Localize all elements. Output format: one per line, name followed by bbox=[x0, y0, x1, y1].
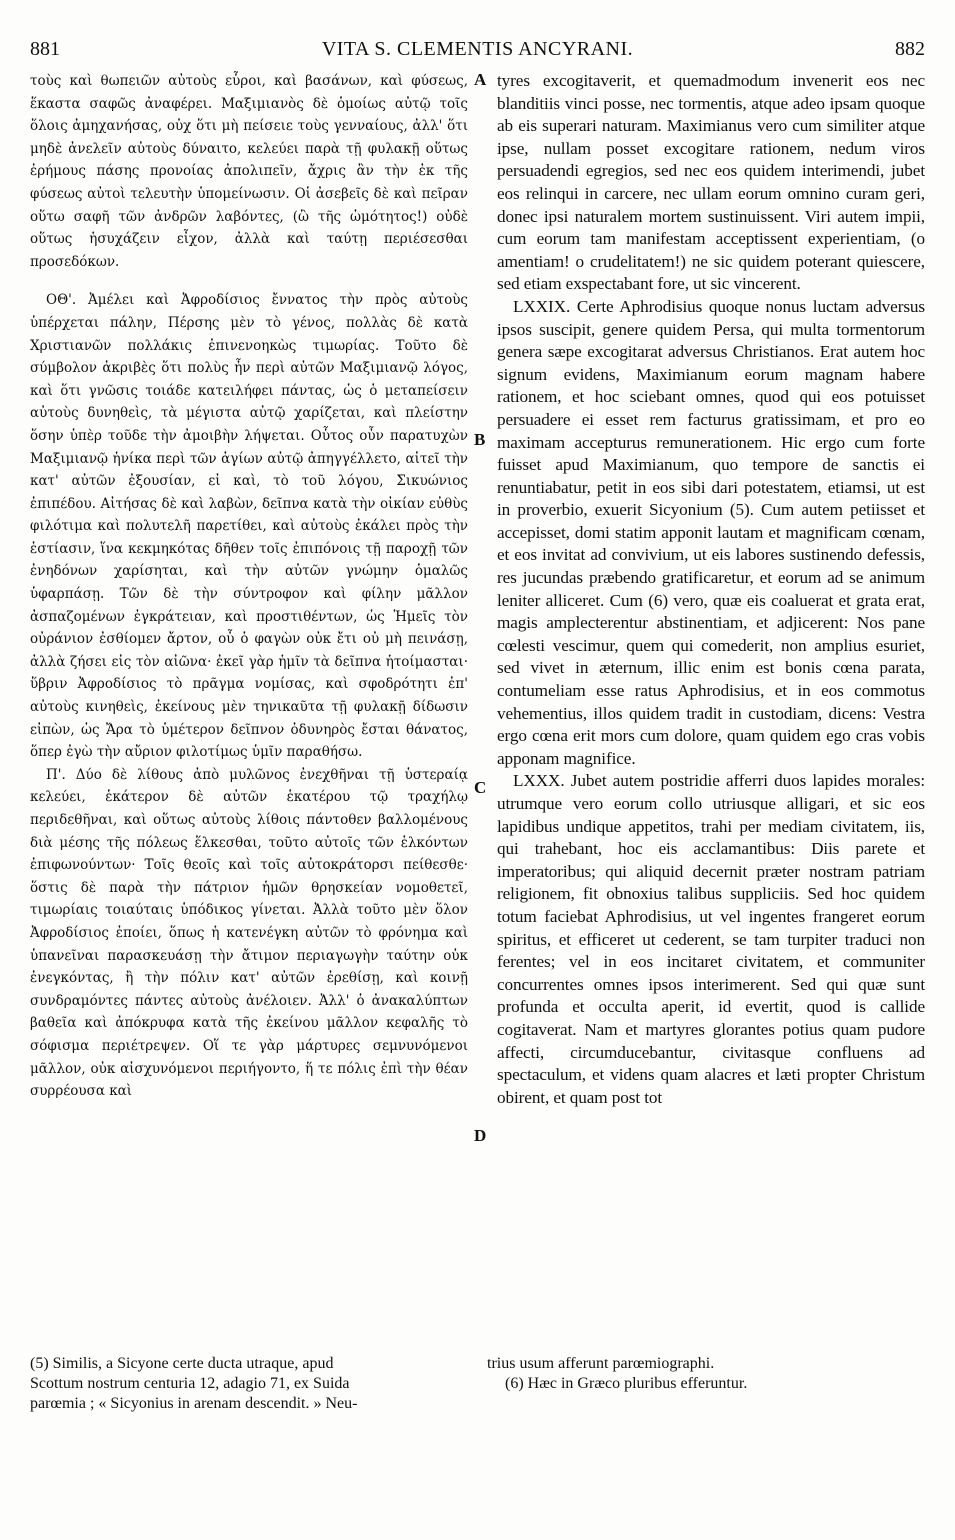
footnote-line: parœmia ; « Sicyonius in arenam descendit. » Neu- bbox=[30, 1395, 358, 1412]
margin-mark-d: D bbox=[474, 1126, 487, 1145]
margin-mark-a: A bbox=[474, 70, 487, 89]
right-page-number: 882 bbox=[895, 38, 925, 60]
footnotes-left bbox=[30, 1354, 470, 1414]
latin-paragraph-78-end: tyres excogitaverit, et quemadmodum invenerit eos nec blanditiis vinci posse, nec tormentis, atque adeo ipsam quoque ab eis superari naturam. Maximianus vero cum similiter atque ipse, nullam posset excogitare rationem, nedum viros persuadendi egregios, sed nec eos quidem interimendi, jubet eos relinqui in carcere, nec ullam eorum omnino curam geri, donec ipsi naturalem mortem sustinuissent. Viri autem impii, cum eorum tam manifestam acceptissent experientiam, (o amentiam! o crudelitatem!) ne sic quidem poterant quiescere, sed etiam exspectabant fore, ut sic vincerent. bbox=[497, 71, 925, 294]
footnote-line: (5) Similis, a Sicyone certe ducta utraque, apud bbox=[30, 1355, 334, 1372]
footnote-line: (6) Hæc in Græco pluribus efferuntur. bbox=[505, 1375, 748, 1392]
latin-paragraph-80: LXXX. Jubet autem postridie afferri duos lapides morales: utrumque vero eorum collo utriusque alligari, et sic eos lapidibus undique appetitos, trahi per mediam civitatem, iis, qui trahebant, hoc eis acclamantibus: Diis parete et imperatoribus; qui aliquid decernit præter nostram patriam religionem, fit obnoxius talibus suppliciis. Sed hoc quidem totum faciebat Aphrodisius, ut vel ingentes frangeret eorum spiritus, et efficeret ut cederent, se tam turpiter traduci non ferentes; vel in eos incitaret civitatem, et communiter concurrentes omnes ipsos interimerent. Sed qui quæ sunt profunda et occulta aperit, id evertit, quod is callide cogitaverat. Nam et martyres glorantes potius quam pudore affecti, circumducebantur, civitasque confluens ad spectaculum, et videns quam alacres et læti propter Christum obirent, et quam post tot bbox=[497, 771, 925, 1107]
footnotes-right bbox=[487, 1354, 927, 1394]
margin-mark-b: B bbox=[474, 430, 486, 449]
greek-paragraph-78-end: τοὺς καὶ θωπειῶν αὐτοὺς εὗροι, καὶ βασάνων, καὶ φύσεως, ἕκαστα σαφῶς ἀναφέρει. Μαξιμιανὸς δὲ ὁμοίως αὐτῷ τοῖς ὅλοις ἀμηχανήσας, οὐχ ὅτι μὴ πείσειε τοὺς γενναίους, ἀλλ' ὅτι μηδὲ ἀνελεῖν αὐτοὺς δύναιτο, κελεύει παρὰ τῇ φυλακῇ οὕτως ἐρήμους πάσης προνοίας ἀπολιπεῖν, ἄχρις ἂν τὴν ἐκ τῆς φύσεως αὐτοὶ τελευτὴν ὑπομείνωσιν. Οἱ ἀσεβεῖς δὲ καὶ πεῖραν οὕτω σαφῆ τῶν ἀνδρῶν λαβόντες, (ὢ τῆς ὠμότητος!) οὐδὲ οὕτως ἡσυχάζειν εἶχον, ἀλλὰ καὶ ταύτῃ περιέσεσθαι προσεδόκων. bbox=[30, 73, 468, 270]
left-page-number: 881 bbox=[30, 38, 60, 60]
margin-mark-c: C bbox=[474, 778, 487, 797]
footnote-line: trius usum afferunt parœmiographi. bbox=[487, 1355, 715, 1372]
footnote-line: Scottum nostrum centuria 12, adagio 71, ex Suida bbox=[30, 1375, 350, 1392]
running-title: VITA S. CLEMENTIS ANCYRANI. bbox=[321, 38, 634, 60]
running-header bbox=[30, 38, 925, 64]
latin-paragraph-79: LXXIX. Certe Aphrodisius quoque nonus luctam adversus ipsos suscipit, genere quidem Persa, qui multa tormentorum genera sæpe excogitarat adversus Christianos. Erat autem hoc signum evidens, Maximianum eorum magnam habere rationem, et hoc sciebant omnes, quod qui eos potuisset persuadere ei esset rem facturus gratissimam, et pro eo maximam accepturus remunerationem. Hic ergo cum forte fuisset apud Maximianum, quo tempore de sanctis ei renuntiabatur, petit in eos sibi dari potestatem, etiamsi, ut est in proverbio, exuerit Sicyonium (5). Cum autem petiisset et accepisset, domi statim apponit lautam et magnificam cœnam, et eos invitat ad convivium, ut eis labores sustinendo defessis, res jucundas præbendo gratificaretur, et eorum ad se animum leniter alliceret. Cum (6) vero, quæ eis coaluerat et grata erat, magis amplecterentur abstinentiam, et adjicerent: Nos pane cœlesti vescimur, quem qui comederit, non amplius esuriet, sed vivet in æternum, illic enim est bonis cœna parata, contumeliam esse ratus Aphrodisius, et in eos commotus vehementius, illos quidem tradit in custodiam, dicens: Vestra ergo cœna erit mors cum dolore, quam quidem ego cras vobis apponam magnifice. bbox=[497, 296, 925, 768]
greek-paragraph-79: ΟΘ'. Ἀμέλει καὶ Ἀφροδίσιος ἔννατος τὴν πρὸς αὐτοὺς ὑπέρχεται πάλην, Πέρσης μὲν τὸ γένος, πολλὰς δὲ κατὰ Χριστιανῶν πολλάκις ἐπινενοηκὼς τιμωρίας. Τοῦτο δὲ σύμβολον ἀκριβὲς ὅτι πολὺς ἦν περὶ αὐτῶν Μαξιμιανῷ λόγος, καὶ ὅτι γνῶσις τοιάδε κατειλήφει πάντας, ὡς ὁ μεταπείσειν αὐτοὺς δυνηθεὶς, τὰ μέγιστα αὐτῷ χαρίζεται, καὶ πλείστην ὅσην ὑπὲρ τοῦδε τὴν ἀμοιβὴν λήψεται. Οὗτος οὖν παρατυχὼν Μαξιμιανῷ ἡνίκα περὶ τῶν ἁγίων αὐτῷ ἀπηγγέλλετο, αἰτεῖ τὴν κατ' αὐτῶν ἐξουσίαν, εἰ καὶ, τὸ τοῦ λόγου, Σικυώνιος ἐπιπέδου. Αἰτήσας δὲ καὶ λαβὼν, δεῖπνα κατὰ τὴν οἰκίαν εὐθὺς φιλότιμα καὶ πολυτελῆ παρετίθει, καὶ αὐτοὺς ἐκάλει πρὸς τὴν ἑστίασιν, ἵνα κεκμηκότας δῆθεν τοῖς ἐπιπόνοις τῇ παροχῇ τῶν ἐνηδόνων χαρίσηται, καὶ τὴν αὐτῶν γνώμην ὁμαλῶς ὑφαρπάσῃ. Τῶν δὲ τὴν σύντροφον καὶ φίλην μᾶλλον ἀσπαζομένων ἐγκράτειαν, καὶ προστιθέντων, ὡς Ἡμεῖς τὸν οὐράνιον ἐσθίομεν ἄρτον, οὗ ὁ φαγὼν οὐκ ἔτι οὐ μὴ πεινάσῃ, ἀλλὰ ζήσει εἰς τὸν αἰῶνα· ἐκεῖ γὰρ ἡμῖν τὰ δεῖπνα ἡτοίμασται· ὕβριν Ἀφροδίσιος τὸ πρᾶγμα νομίσας, καὶ σφοδρότητι ἐπ' αὐτοὺς κινηθεὶς, ἐκείνους μὲν τηνικαῦτα τῇ φυλακῇ δίδωσιν εἰπὼν, ὡς Ἄρα τὸ ὑμέτερον δεῖπνον ὀδυνηρὸς ἔσται θάνατος, ὅπερ ἐγὼ τὴν αὔριον φιλοτίμως ὑμῖν παραθήσω. bbox=[30, 292, 468, 761]
greek-column bbox=[30, 70, 468, 1350]
latin-column bbox=[497, 70, 925, 1350]
greek-paragraph-80: Π'. Δύο δὲ λίθους ἀπὸ μυλῶνος ἐνεχθῆναι τῇ ὑστεραίᾳ κελεύει, ἑκάτερον δὲ αὐτῶν ἑκατέρου τῷ τραχήλῳ περιδεθῆναι, καὶ οὕτως αὐτοὺς λίθοις πάντοθεν βαλλομένους διὰ μέσης τῆς πόλεως ἕλκεσθαι, τοῦτο αὐτοῖς τῶν ἑλκόντων ἐπιφωνούντων· Τοῖς θεοῖς καὶ τοῖς αὐτοκράτορσι πείθεσθε· ὅστις δὲ παρὰ τὴν πάτριον ἡμῶν θρησκείαν νομοθετεῖ, τιμωρίαις τοιαύταις ὑπόδικος γίνεται. Ἀλλὰ τοῦτο μὲν ὅλον Ἀφροδίσιος ἐποίει, ὅπως ἡ κατενέγκη αὐτῶν τὸ φρόνημα καὶ ὑπανεῖναι παρασκευάσῃ τὴν ἄτιμον περιαγωγὴν ταύτην οὐκ ἐνεγκόντας, ἢ τὴν πόλιν κατ' αὐτῶν ἐρεθίσῃ, καὶ κοινῇ συνδραμόντες πάντες αὐτοὺς ἀνέλοιεν. Ἀλλ' ὁ ἀνακαλύπτων βαθεῖα καὶ ἀπόκρυφα κατὰ τῆς ἐκείνου μᾶλλον κεφαλῆς τὸ σόφισμα περιέτρεψεν. Οἵ τε γὰρ μάρτυρες σεμνυνόμενοι μᾶλλον, οὐκ αἰσχυνόμενοι περιήγοντο, ἥ τε πόλις ἐπὶ τὴν θέαν συρρέουσα καὶ bbox=[30, 766, 468, 1100]
